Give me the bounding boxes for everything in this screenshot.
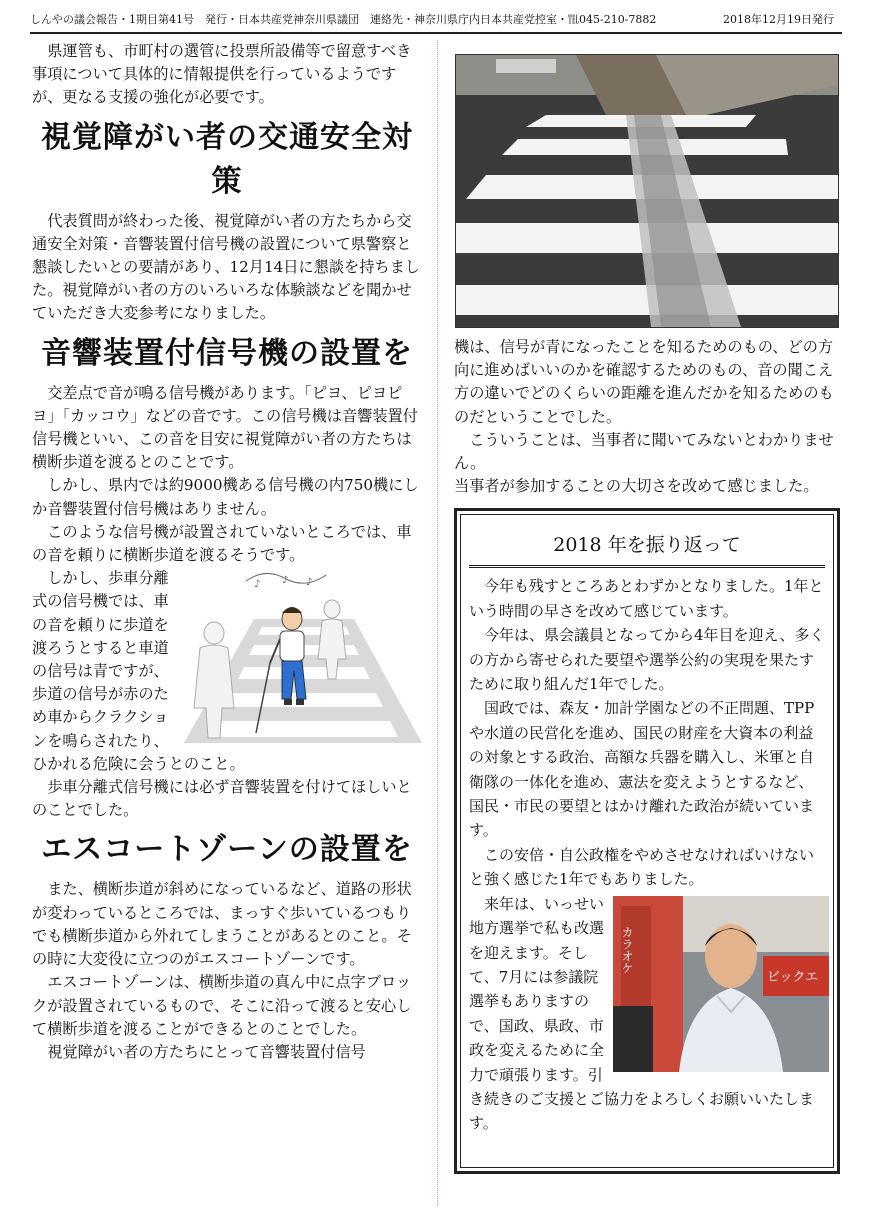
newsletter-header bbox=[30, 8, 842, 34]
paragraph: この安倍・自公政権をやめさせなければいけないと強く感じた1年でもありました。 bbox=[469, 845, 815, 889]
paragraph: しかし、県内では約9000機ある信号機の内750機にしか音響装置付信号機はありません。 bbox=[32, 476, 419, 518]
box-title: 2018 年を振り返って bbox=[469, 525, 825, 568]
left-column bbox=[32, 40, 422, 1064]
paragraph: しかし、歩車分離式の信号機では、車の音を頼りに歩道を渡ろうとすると車道の信号は青ですが、歩道の信号が赤のため車からクラクションを鳴らされたり、ひかれる危険に会うとのこと。 bbox=[32, 569, 245, 773]
issue-date: 2018年12月19日発行 bbox=[723, 13, 834, 26]
crosswalk-illustration bbox=[184, 573, 422, 743]
heading-traffic-safety: 視覚障がい者の交通安全対策 bbox=[41, 119, 413, 199]
paragraph: また、横断歩道が斜めになっているなど、道路の形状が変わっているところでは、まっすぐ歩いているつもりでも横断歩道から外れてしまうことがあるとのこと。その時に大変役に立つのがエスコートゾーンです。 bbox=[32, 880, 412, 969]
crosswalk-photo bbox=[455, 54, 839, 328]
paragraph: こういうことは、当事者に聞いてみないとわかりません。 bbox=[454, 430, 834, 473]
year-review-inner bbox=[460, 514, 834, 1168]
paragraph: 交差点で音が鳴る信号機があります。「ピヨ、ピヨピヨ」「カッコウ」などの音です。この信号機は音響装置付信号機といい、この音を目安に視覚障がい者の方たちは横断歩道を渡るとのことです。 bbox=[32, 383, 418, 472]
year-review-box bbox=[454, 508, 840, 1174]
paragraph: 来年は、いっせい地方選挙で私も改選を迎えます。そして、7月には参議院選挙もありますので、国政、県政、市政を変えるために全力で頑張ります。引き続きのご支援とご協力をよろしくお願いいたします。 bbox=[469, 894, 815, 1133]
paragraph: エスコートゾーンは、横断歩道の真ん中に点字ブロックが設置されているもので、そこに沿って渡ると安心して横断歩道を渡ることができるとのことでした。 bbox=[32, 973, 412, 1038]
sign-text-store: ビックエ bbox=[767, 969, 819, 985]
svg-text:♪: ♪ bbox=[254, 579, 261, 591]
column-divider bbox=[437, 40, 438, 1205]
paragraph: 機は、信号が青になったことを知るためのもの、どの方向に進めばいいのかを確認するためのもの、音の聞こえ方の違いでどのくらいの距離を進んだかを知るためのものだということでした。 bbox=[454, 338, 834, 426]
intro-paragraph: 県運管も、市町村の選管に投票所設備等で留意すべき事項について具体的に情報提供を行っているようですが、更なる支援の強化が必要です。 bbox=[32, 42, 412, 107]
paragraph: 歩車分離式信号機には必ず音響装置を付けてほしいとのことでした。 bbox=[32, 778, 412, 820]
paragraph: 代表質問が終わった後、視覚障がい者の方たちから交通安全対策・音響装置付信号機の設置について県警察と懇談したいとの要請があり、12月14日に懇談を持ちました。視覚障がい者の方のいろいろな体験談などを聞かせていただき大変参考になりました。 bbox=[32, 211, 420, 323]
paragraph: 視覚障がい者の方たちにとって音響装置付信号 bbox=[47, 1042, 366, 1061]
svg-text:♪: ♪ bbox=[306, 577, 313, 589]
heading-escort-zone: エスコートゾーンの設置を bbox=[41, 832, 413, 868]
paragraph: 当事者が参加することの大切さを改めて感じました。 bbox=[454, 477, 819, 496]
portrait-photo bbox=[613, 896, 829, 1072]
illustration-wrap bbox=[32, 567, 422, 822]
header-text: しんやの議会報告・1期目第41号 発行・日本共産党神奈川県議団 連絡先・神奈川県庁内日本共産党控室・℡045-210-7882 bbox=[30, 13, 657, 26]
paragraph: 国政では、森友・加計学園などの不正問題、TPPや水道の民営化を進め、国民の財産を大資本の利益の対象とする政治、高額な兵器を購入し、米軍と自衛隊の一体化を進め、憲法を変えようとするなど、国民・市民の要望とはかけ離れた政治が続いています。 bbox=[469, 699, 815, 840]
paragraph: このような信号機が設置されていないところでは、車の音を頼りに横断歩道を渡るそうです。 bbox=[32, 522, 412, 565]
sign-text-karaoke: カラオケ bbox=[620, 925, 634, 974]
svg-text:♪: ♪ bbox=[282, 575, 289, 587]
paragraph: 今年は、県会議員となってから4年目を迎え、多くの方から寄せられた要望や選挙公約の実現を果たすために取り組んだ1年でした。 bbox=[469, 626, 825, 694]
heading-acoustic-signal: 音響装置付信号機の設置を bbox=[41, 335, 413, 371]
paragraph: 今年も残すところあとわずかとなりました。1年という時間の早さを改めて感じています。 bbox=[469, 577, 824, 620]
right-column bbox=[454, 44, 840, 1174]
